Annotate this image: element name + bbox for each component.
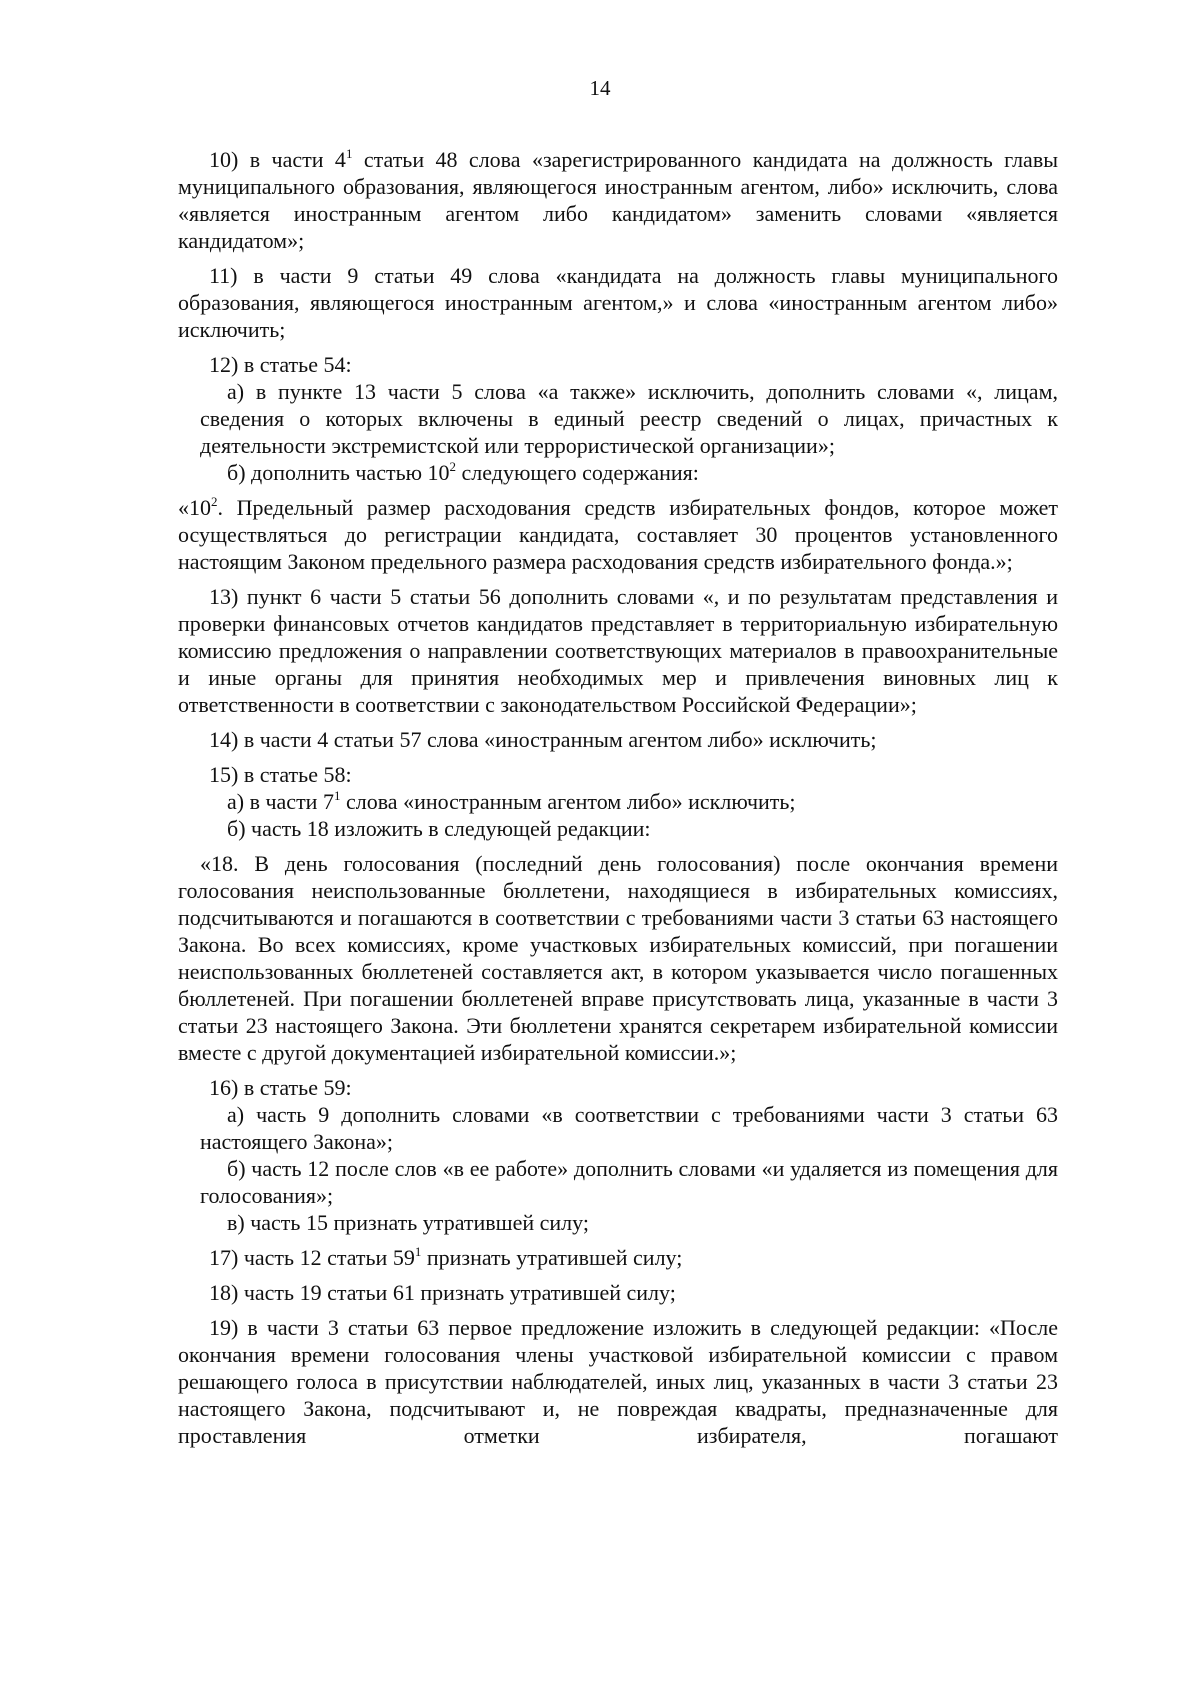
- page-number: 14: [589, 76, 611, 100]
- paragraph-item-16-v: в) часть 15 признать утратившей силу;: [227, 1210, 589, 1235]
- paragraph-item-18: 18) часть 19 статьи 61 признать утратившей силу;: [209, 1280, 676, 1305]
- paragraph-item-15: 15) в статье 58:: [209, 762, 352, 787]
- document-body: [178, 146, 1058, 1457]
- quoted-part-10-2: «$10^2$. Предельный размер расходования средств избирательных фондов, которое может осуществляться до регистрации кандидата, составляет 30 процентов установленного настоящим Законом предельного размера расходования средств избирательного фонда.»;: [178, 494, 1058, 574]
- paragraph-item-17: 17) часть 12 статьи $59^1$ признать утратившей силу;: [209, 1244, 683, 1270]
- paragraph-item-19: 19) в части 3 статьи 63 первое предложение изложить в следующей редакции: «После окончания времени голосования члены участковой избирательной комиссии с правом решающего голоса в присутствии наблюдателей, иных лиц, указанных в части 3 статьи 23 настоящего Закона, подсчитывают и, не повреждая квадраты, предназначенные для проставления отметки избирателя, погашают: [178, 1315, 1058, 1448]
- paragraph-item-12: 12) в статье 54:: [209, 352, 352, 377]
- paragraph-item-16-a: а) часть 9 дополнить словами «в соответствии с требованиями части 3 статьи 63 настоящего Закона»;: [200, 1102, 1058, 1154]
- paragraph-item-15-b: б) часть 18 изложить в следующей редакции:: [227, 816, 651, 841]
- paragraph-item-12-b: б) дополнить частью $10^2$ следующего содержания:: [227, 459, 699, 485]
- paragraph-item-16-b: б) часть 12 после слов «в ее работе» дополнить словами «и удаляется из помещения для голосования»;: [200, 1156, 1058, 1208]
- paragraph-item-11: 11) в части 9 статьи 49 слова «кандидата на должность главы муниципального образования, являющегося иностранным агентом,» и слова «иностранным агентом либо» исключить;: [178, 263, 1058, 342]
- paragraph-item-10: 10) в части $4^1$ статьи 48 слова «зарегистрированного кандидата на должность главы муниципального образования, являющегося иностранным агентом, либо» исключить, слова «является иностранным агентом либо кандидатом» заменить словами «является кандидатом»;: [178, 146, 1058, 253]
- paragraph-item-16: 16) в статье 59:: [209, 1075, 352, 1100]
- paragraph-item-15-a: а) в части $7^1$ слова «иностранным агентом либо» исключить;: [227, 788, 796, 814]
- quoted-part-18: «18. В день голосования (последний день голосования) после окончания времени голосования неиспользованные бюллетени, находящиеся в избирательных комиссиях, подсчитываются и погашаются в соответствии с требованиями части 3 статьи 63 настоящего Закона. Во всех комиссиях, кроме участковых избирательных комиссий, при погашении неиспользованных бюллетеней составляется акт, в котором указывается число погашенных бюллетеней. При погашении бюллетеней вправе присутствовать лица, указанные в части 3 статьи 23 настоящего Закона. Эти бюллетени хранятся секретарем избирательной комиссии вместе с другой документацией избирательной комиссии.»;: [178, 851, 1058, 1065]
- paragraph-item-14: 14) в части 4 статьи 57 слова «иностранным агентом либо» исключить;: [209, 727, 877, 752]
- paragraph-item-12-a: а) в пункте 13 части 5 слова «а также» исключить, дополнить словами «, лицам, сведения о которых включены в единый реестр сведений о лицах, причастных к деятельности экстремистской или террористической организации»;: [200, 379, 1058, 458]
- paragraph-item-13: 13) пункт 6 части 5 статьи 56 дополнить словами «, и по результатам представления и проверки финансовых отчетов кандидатов представляет в территориальную избирательную комиссию предложения о направлении соответствующих материалов в правоохранительные и иные органы для принятия необходимых мер и привлечения виновных лиц к ответственности в соответствии с законодательством Российской Федерации»;: [178, 584, 1058, 717]
